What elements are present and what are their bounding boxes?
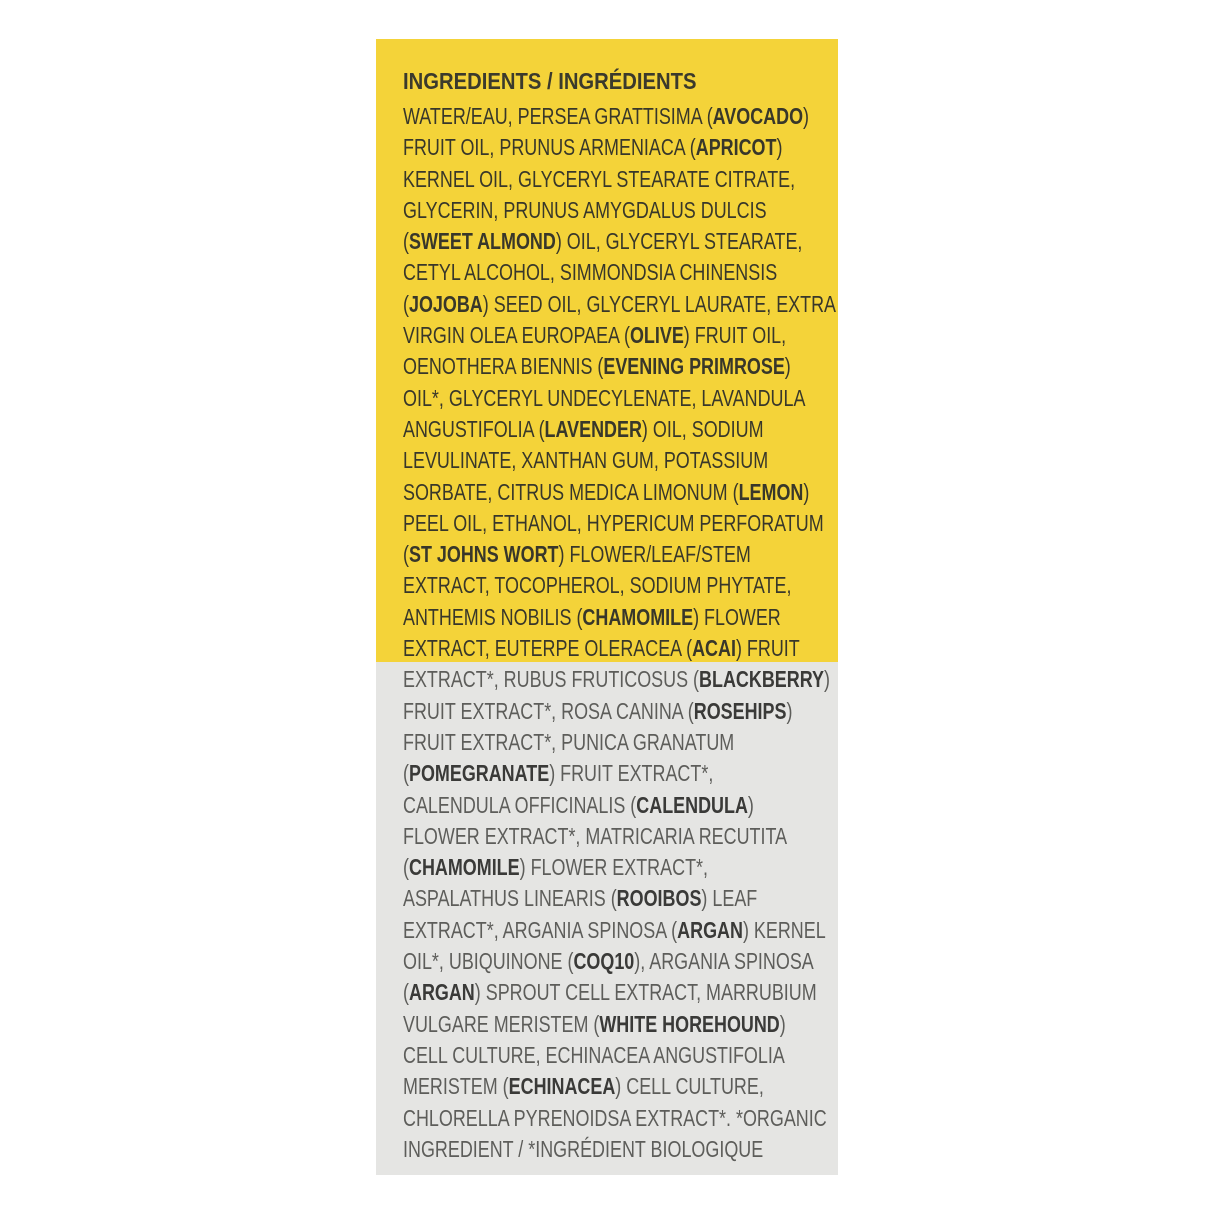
ingredient-text: ) FLOWER <box>693 603 781 630</box>
ingredient-common-name: APRICOT <box>695 134 777 161</box>
ingredient-text: ) OIL, GLYCERYL STEARATE, <box>555 228 803 255</box>
ingredient-common-name: WHITE HOREHOUND <box>599 1010 780 1037</box>
ingredient-text: ) <box>803 478 810 505</box>
ingredient-text: WATER/EAU, PERSEA GRATTISIMA ( <box>403 103 713 129</box>
ingredient-text: ) <box>803 103 810 129</box>
ingredient-text: ) FRUIT EXTRACT*, <box>549 760 714 787</box>
ingredient-text: ) FRUIT OIL, <box>683 322 787 349</box>
ingredient-common-name: BLACKBERRY <box>699 666 824 693</box>
ingredient-text: FRUIT OIL, PRUNUS ARMENIACA ( <box>403 134 696 161</box>
ingredient-common-name: CHAMOMILE <box>408 854 520 881</box>
ingredient-line <box>403 570 792 601</box>
ingredient-line <box>403 226 803 257</box>
ingredient-common-name: AVOCADO <box>712 103 804 129</box>
ingredient-text: OENOTHERA BIENNIS ( <box>403 353 604 380</box>
ingredient-text: EXTRACT, EUTERPE OLERACEA ( <box>403 635 693 662</box>
ingredient-line <box>403 602 781 633</box>
ingredient-text: GLYCERIN, PRUNUS AMYGDALUS DULCIS <box>403 196 767 223</box>
ingredient-text: ) <box>823 666 830 693</box>
ingredient-line <box>403 1009 786 1040</box>
ingredient-text: FRUIT EXTRACT*, PUNICA GRANATUM <box>403 728 735 755</box>
ingredient-common-name: POMEGRANATE <box>408 760 550 787</box>
ingredient-text: SORBATE, CITRUS MEDICA LIMONUM ( <box>403 478 739 505</box>
ingredient-text: EXTRACT*, RUBUS FRUTICOSUS ( <box>403 666 700 693</box>
ingredient-text: ) <box>779 1010 786 1037</box>
ingredient-text: ANTHEMIS NOBILIS ( <box>403 603 583 630</box>
ingredient-line <box>403 633 800 664</box>
ingredient-common-name: SWEET ALMOND <box>408 228 556 255</box>
ingredient-common-name: JOJOBA <box>408 290 483 317</box>
ingredient-text: ) OIL, SODIUM <box>641 415 764 442</box>
ingredient-text: ) <box>786 697 793 724</box>
ingredient-text: ANGUSTIFOLIA ( <box>403 415 545 442</box>
ingredient-line <box>403 1103 827 1134</box>
ingredient-text: ) LEAF <box>701 885 758 912</box>
ingredient-text: ) FLOWER EXTRACT*, <box>519 854 708 881</box>
ingredient-text: MERISTEM ( <box>403 1073 509 1100</box>
ingredient-text: ) CELL CULTURE, <box>615 1073 764 1100</box>
ingredient-text: EXTRACT*, ARGANIA SPINOSA ( <box>403 916 678 943</box>
ingredient-line <box>403 414 764 445</box>
ingredient-line <box>403 101 810 132</box>
ingredient-text: ( <box>403 541 409 568</box>
ingredient-text: ( <box>403 760 409 787</box>
ingredient-common-name: ROOIBOS <box>616 885 702 912</box>
ingredient-text: ( <box>403 290 409 317</box>
ingredient-line <box>403 539 751 570</box>
ingredient-text: ( <box>403 854 409 881</box>
ingredient-line <box>403 664 830 695</box>
ingredient-common-name: CALENDULA <box>636 791 748 818</box>
ingredient-text: FLOWER EXTRACT*, MATRICARIA RECUTITA <box>403 822 788 849</box>
ingredient-text: CETYL ALCOHOL, SIMMONDSIA CHINENSIS <box>403 259 778 286</box>
ingredient-text: VIRGIN OLEA EUROPAEA ( <box>403 322 630 349</box>
ingredient-text: CELL CULTURE, ECHINACEA ANGUSTIFOLIA <box>403 1041 785 1068</box>
ingredient-text: ( <box>403 228 409 255</box>
ingredient-line <box>403 821 788 852</box>
ingredient-line <box>403 946 814 977</box>
ingredient-line <box>403 915 826 946</box>
ingredient-text: OIL*, UBIQUINONE ( <box>403 948 574 975</box>
ingredient-text: ) <box>776 134 783 161</box>
ingredient-common-name: COQ10 <box>573 948 635 975</box>
ingredient-common-name: LAVENDER <box>544 415 642 442</box>
ingredient-line <box>403 320 787 351</box>
ingredient-line <box>403 289 837 320</box>
ingredient-text: ) FLOWER/LEAF/STEM <box>558 541 751 568</box>
ingredient-line <box>403 508 824 539</box>
ingredient-text: OIL*, GLYCERYL UNDECYLENATE, LAVANDULA <box>403 384 806 411</box>
ingredients-text <box>403 61 838 1165</box>
ingredient-line <box>403 696 793 727</box>
ingredient-line <box>403 383 806 414</box>
ingredient-common-name: EVENING PRIMROSE <box>603 353 785 380</box>
ingredient-text: CALENDULA OFFICINALIS ( <box>403 791 637 818</box>
ingredient-text: ), ARGANIA SPINOSA <box>634 948 814 975</box>
ingredient-line <box>403 883 758 914</box>
ingredient-text: ) <box>747 791 754 818</box>
ingredient-common-name: ARGAN <box>677 916 743 943</box>
ingredient-text: LEVULINATE, XANTHAN GUM, POTASSIUM <box>403 447 769 474</box>
ingredient-text: ) SEED OIL, GLYCERYL LAURATE, EXTRA <box>482 290 837 317</box>
ingredient-common-name: ST JOHNS WORT <box>408 541 559 568</box>
ingredient-text: FRUIT EXTRACT*, ROSA CANINA ( <box>403 697 694 724</box>
ingredient-line <box>403 445 769 476</box>
ingredient-text: VULGARE MERISTEM ( <box>403 1010 600 1037</box>
ingredient-text: ) FRUIT <box>735 635 800 662</box>
ingredient-line <box>403 351 791 382</box>
ingredient-text: ( <box>403 979 409 1006</box>
ingredient-text: KERNEL OIL, GLYCERYL STEARATE CITRATE, <box>403 165 796 192</box>
ingredient-text: ) <box>784 353 791 380</box>
ingredient-line <box>403 790 754 821</box>
ingredient-line <box>403 977 817 1008</box>
ingredient-line <box>403 758 746 789</box>
ingredient-text: CHLORELLA PYRENOIDSA EXTRACT*. *ORGANIC <box>403 1104 827 1131</box>
ingredient-common-name: ACAI <box>692 635 736 662</box>
ingredient-text: EXTRACT, TOCOPHEROL, SODIUM PHYTATE, <box>403 572 792 599</box>
ingredient-common-name: CHAMOMILE <box>582 603 694 630</box>
ingredient-line <box>403 477 810 508</box>
ingredients-heading: INGREDIENTS / INGRÉDIENTS <box>403 68 697 94</box>
ingredients-label <box>376 39 838 1175</box>
ingredient-line <box>403 1071 764 1102</box>
ingredient-line <box>403 852 746 883</box>
ingredient-line <box>403 727 746 758</box>
ingredient-common-name: LEMON <box>738 478 804 505</box>
ingredient-common-name: OLIVE <box>629 322 684 349</box>
ingredient-line <box>403 1134 764 1165</box>
ingredient-common-name: ECHINACEA <box>508 1073 616 1100</box>
ingredient-common-name: ROSEHIPS <box>693 697 787 724</box>
ingredient-text: INGREDIENT / *INGRÉDIENT BIOLOGIQUE <box>403 1135 764 1162</box>
ingredients-list <box>403 101 838 1165</box>
ingredient-common-name: ARGAN <box>408 979 475 1006</box>
ingredient-line <box>403 1040 785 1071</box>
ingredient-line <box>403 195 767 226</box>
ingredient-line <box>403 164 796 195</box>
ingredient-text: ASPALATHUS LINEARIS ( <box>403 885 617 912</box>
ingredient-line <box>403 132 783 163</box>
ingredient-line <box>403 257 778 288</box>
ingredient-text: PEEL OIL, ETHANOL, HYPERICUM PERFORATUM <box>403 509 824 536</box>
ingredient-text: ) KERNEL <box>742 916 826 943</box>
ingredient-text: ) SPROUT CELL EXTRACT, MARRUBIUM <box>474 979 817 1006</box>
